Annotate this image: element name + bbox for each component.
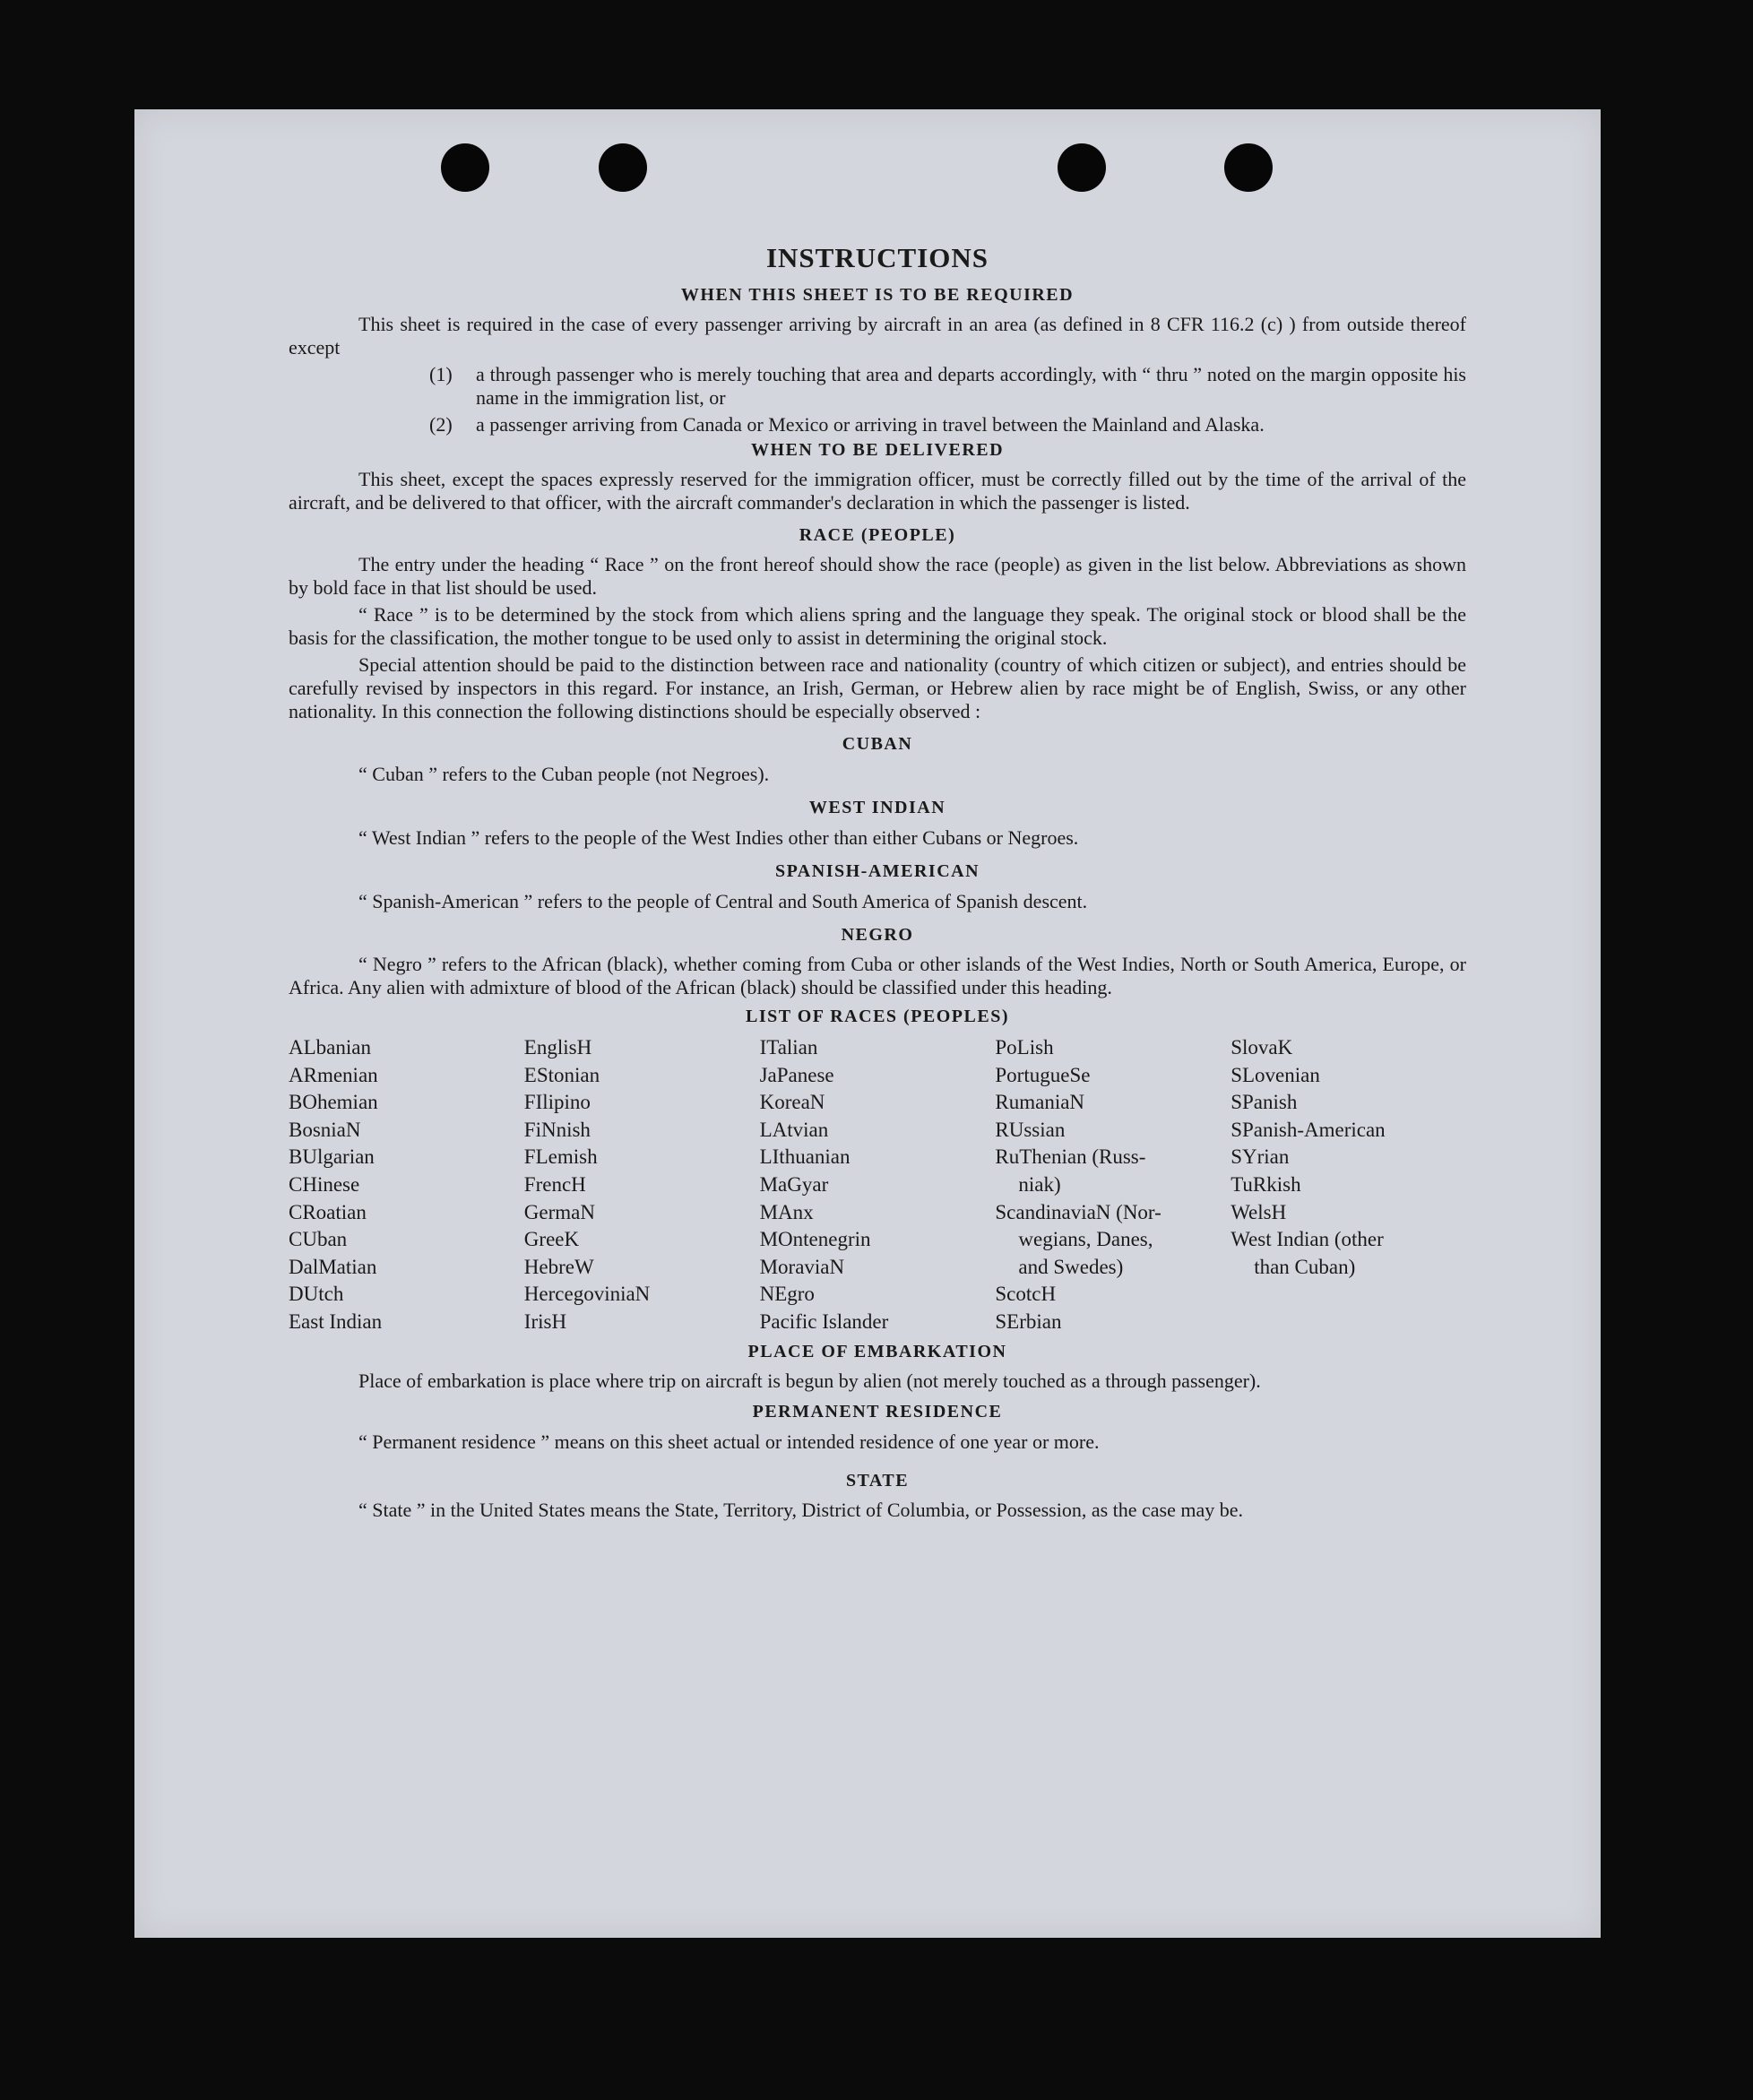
- race-entry: LAtvian: [759, 1118, 829, 1141]
- race-entry: East Indian: [289, 1309, 383, 1333]
- instructions-content: [289, 242, 1466, 1525]
- race-entry: GermaN: [523, 1200, 595, 1223]
- race-entry: EnglisH: [523, 1036, 592, 1059]
- races-column: [289, 1034, 524, 1336]
- races-column: [524, 1034, 760, 1336]
- race-entry: CUban: [289, 1228, 348, 1251]
- race-entry: WelsH: [1231, 1200, 1287, 1223]
- race-entry: PortugueSe: [995, 1063, 1091, 1086]
- race-entry: DalMatian: [289, 1255, 377, 1278]
- race-entry: ScandinaviaN (Nor-: [995, 1200, 1161, 1223]
- document-sheet: [134, 109, 1601, 1938]
- race-entry: DUtch: [289, 1283, 344, 1306]
- races-column: [760, 1034, 996, 1336]
- punch-hole: [1224, 143, 1273, 192]
- page-title: INSTRUCTIONS: [765, 242, 989, 273]
- race-entry: than Cuban): [1254, 1255, 1356, 1278]
- state-text: “ State ” in the United States means the State, Territory, District of Columbia, or Possession, as the case may be.: [358, 1498, 1244, 1521]
- section-heading-negro: NEGRO: [841, 925, 914, 945]
- west-indian-text: “ West Indian ” refers to the people of the West Indies other than either Cubans or Negroes.: [358, 826, 1079, 849]
- race-entry: SlovaK: [1231, 1036, 1293, 1059]
- exception-text: a through passenger who is merely touching that area and departs accordingly, with “ thru ” noted on the margin opposite his name in the immigration list, or: [476, 363, 1466, 409]
- punch-hole: [1058, 143, 1106, 192]
- race-entry: and Swedes): [1018, 1255, 1124, 1278]
- race-entry: ALbanian: [289, 1036, 371, 1059]
- race-paragraph: Special attention should be paid to the distinction between race and nationality (country of which citizen or subject), and entries should be carefully revised by inspectors in this regard. For instance, an Irish, German, or Hebrew alien by race might be of English, Swiss, or any other nationality. In this connection the following distinctions should be especially observed :: [289, 653, 1466, 722]
- race-entry: KoreaN: [759, 1091, 825, 1114]
- delivered-text: This sheet, except the spaces expressly reserved for the immigration officer, must be correctly filled out by the time of the arrival of the aircraft, and be delivered to that officer, with the aircraft commander's declaration in which the passenger is listed.: [289, 468, 1466, 514]
- race-entry: BosniaN: [289, 1118, 361, 1141]
- exception-number: (2): [429, 413, 453, 436]
- race-entry: Pacific Islander: [759, 1309, 889, 1333]
- race-entry: MAnx: [759, 1200, 814, 1223]
- embarkation-text: Place of embarkation is place where trip on aircraft is begun by alien (not merely touched as a through passenger).: [358, 1369, 1261, 1392]
- race-entry: FrencH: [523, 1172, 586, 1196]
- race-entry: SErbian: [995, 1309, 1062, 1333]
- exception-number: (1): [429, 363, 453, 385]
- section-heading-embarkation: PLACE OF EMBARKATION: [747, 1341, 1007, 1361]
- race-entry: wegians, Danes,: [1018, 1228, 1153, 1251]
- section-heading-residence: PERMANENT RESIDENCE: [752, 1401, 1003, 1422]
- race-entry: ScotcH: [995, 1283, 1057, 1306]
- section-heading-state: STATE: [845, 1470, 910, 1491]
- exception-text: a passenger arriving from Canada or Mexico or arriving in travel between the Mainland and Alaska.: [476, 413, 1265, 436]
- section-heading-race: RACE (PEOPLE): [799, 525, 956, 545]
- section-heading-delivered: WHEN TO BE DELIVERED: [750, 440, 1005, 460]
- exception-item: [429, 363, 1466, 410]
- race-entry: SLovenian: [1231, 1063, 1320, 1086]
- race-entry: CRoatian: [289, 1200, 367, 1223]
- section-heading-races-list: LIST OF RACES (PEOPLES): [745, 1007, 1009, 1026]
- section-heading-required: WHEN THIS SHEET IS TO BE REQUIRED: [680, 285, 1075, 305]
- section-heading-spanish-american: SPANISH-AMERICAN: [774, 861, 980, 881]
- race-entry: EStonian: [523, 1063, 600, 1086]
- race-entry: SPanish-American: [1231, 1118, 1386, 1141]
- required-text: This sheet is required in the case of every passenger arriving by aircraft in an area (as defined in 8 CFR 116.2 (c) ) from outside thereof except: [289, 313, 1466, 359]
- race-entry: HebreW: [523, 1255, 594, 1278]
- race-entry: TuRkish: [1231, 1172, 1301, 1196]
- punch-hole: [599, 143, 647, 192]
- negro-text: “ Negro ” refers to the African (black), whether coming from Cuba or other islands of the West Indies, North or South America, Europe, or Africa. Any alien with admixture of blood of the African (black) should be classified under this heading.: [289, 953, 1466, 998]
- race-entry: RuThenian (Russ-: [995, 1145, 1146, 1169]
- cuban-text: “ Cuban ” refers to the Cuban people (not Negroes).: [358, 763, 770, 785]
- residence-text: “ Permanent residence ” means on this sheet actual or intended residence of one year or more.: [358, 1430, 1100, 1453]
- race-entry: ARmenian: [289, 1063, 378, 1086]
- race-entry: FiNnish: [523, 1118, 591, 1141]
- race-entry: MaGyar: [759, 1172, 829, 1196]
- spanish-american-text: “ Spanish-American ” refers to the people of Central and South America of Spanish descent.: [358, 890, 1088, 912]
- race-entry: FIlipino: [523, 1091, 591, 1114]
- race-entry: BUlgarian: [289, 1145, 375, 1169]
- race-entry: CHinese: [289, 1172, 360, 1196]
- exception-item: [429, 413, 1466, 436]
- race-entry: MOntenegrin: [759, 1228, 871, 1251]
- races-column: [1231, 1034, 1466, 1336]
- race-entry: niak): [1018, 1172, 1061, 1196]
- race-entry: RumaniaN: [995, 1091, 1085, 1114]
- race-entry: BOhemian: [289, 1091, 378, 1114]
- race-entry: PoLish: [995, 1036, 1054, 1059]
- race-entry: SPanish: [1231, 1091, 1298, 1114]
- race-entry: West Indian (other: [1231, 1228, 1384, 1251]
- race-entry: GreeK: [523, 1228, 580, 1251]
- race-entry: ITalian: [759, 1036, 818, 1059]
- race-entry: IrisH: [523, 1309, 567, 1333]
- race-entry: RUssian: [995, 1118, 1066, 1141]
- race-entry: FLemish: [523, 1145, 598, 1169]
- race-paragraph: “ Race ” is to be determined by the stock from which aliens spring and the language they speak. The original stock or blood shall be the basis for the classification, the mother tongue to be used only to assist in determining the original stock.: [289, 603, 1466, 649]
- races-column: [995, 1034, 1231, 1336]
- race-entry: HercegoviniaN: [523, 1283, 651, 1306]
- race-entry: JaPanese: [759, 1063, 834, 1086]
- section-heading-cuban: CUBAN: [842, 734, 913, 754]
- race-entry: LIthuanian: [759, 1145, 851, 1169]
- race-paragraph: The entry under the heading “ Race ” on the front hereof should show the race (people) as given in the list below. Abbreviations as shown by bold face in that list should be used.: [289, 553, 1466, 599]
- section-heading-west-indian: WEST INDIAN: [808, 798, 946, 817]
- races-list: [289, 1034, 1466, 1336]
- race-entry: NEgro: [759, 1283, 815, 1306]
- race-entry: MoraviaN: [759, 1255, 845, 1278]
- punch-hole: [441, 143, 489, 192]
- race-entry: SYrian: [1231, 1145, 1290, 1169]
